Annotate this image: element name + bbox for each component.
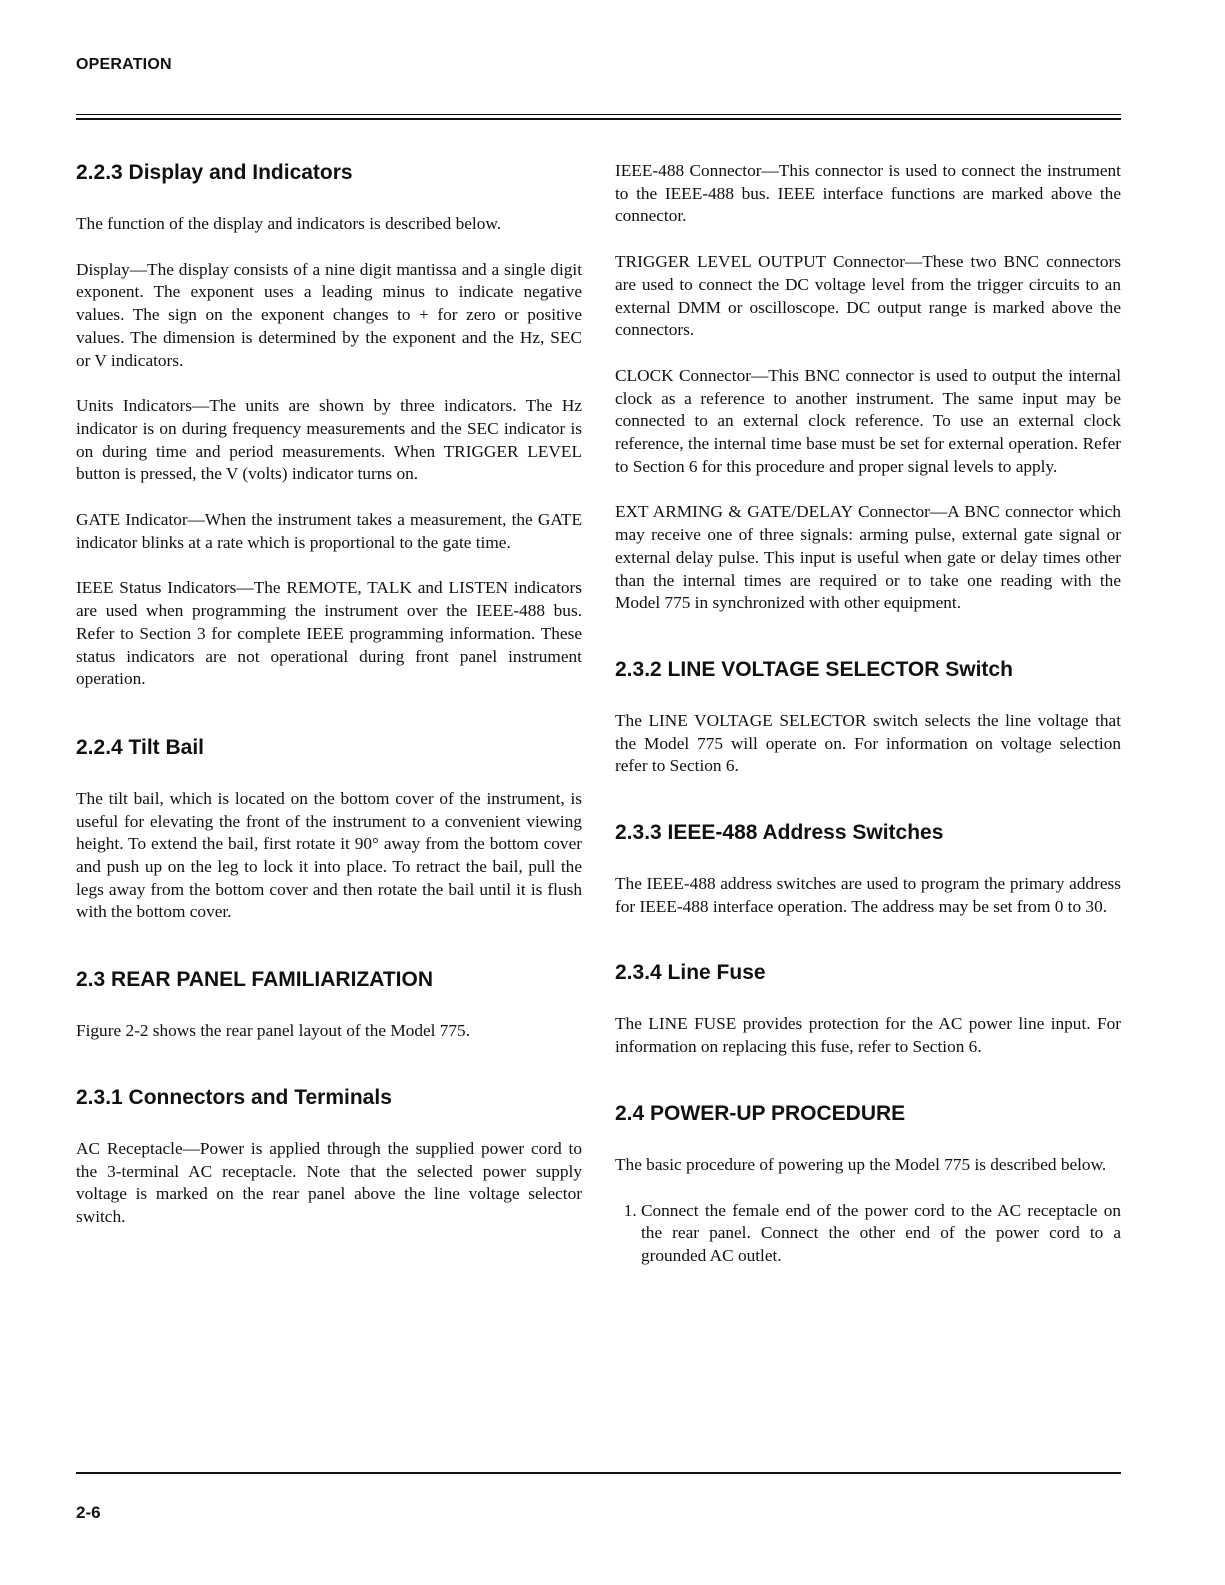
left-column <box>76 160 582 1229</box>
paragraph-display-intro: The function of the display and indicators is described below. <box>76 214 502 233</box>
paragraph-line-voltage-selector: The LINE VOLTAGE SELECTOR switch selects the line voltage that the Model 775 will operate on. For information on voltage selection refer to Section 6. <box>615 710 1121 776</box>
power-up-step-1: 1. Connect the female end of the power cord to the AC receptacle on the rear panel. Connect the other end of the power cord to a grounded AC outlet. <box>641 1200 1121 1268</box>
paragraph-ieee-status: IEEE Status Indicators—The REMOTE, TALK and LISTEN indicators are used when programming the instrument over the IEEE-488 bus. Refer to Section 3 for complete IEEE programming information. These status indicators are not operational during front panel instrument operation. <box>76 578 582 689</box>
right-column <box>615 160 1121 1268</box>
section-heading-2-2-3: 2.2.3 Display and Indicators <box>76 161 353 184</box>
section-heading-2-3: 2.3 REAR PANEL FAMILIARIZATION <box>76 968 434 992</box>
paragraph-trigger-level-output: TRIGGER LEVEL OUTPUT Connector—These two BNC connectors are used to connect the DC voltage level from the trigger circuits to an external DMM or oscilloscope. DC output range is marked above the connectors. <box>615 252 1121 340</box>
paragraph-ext-arming: EXT ARMING & GATE/DELAY Connector—A BNC connector which may receive one of three signals: arming pulse, external gate signal or external delay pulse. This input is useful when gate or delay times other than the internal times are required or to take one reading with the Model 775 in synchronized with other equipment. <box>615 502 1121 613</box>
section-heading-2-3-4: 2.3.4 Line Fuse <box>615 961 766 985</box>
paragraph-units-indicators: Units Indicators—The units are shown by three indicators. The Hz indicator is on during frequency measurements and the SEC indicator is on during time and period measurements. When TRIGGER LEVEL button is pressed, the V (volts) indicator turns on. <box>76 396 582 484</box>
paragraph-tilt-bail: The tilt bail, which is located on the bottom cover of the instrument, is useful for elevating the front of the instrument to a convenient viewing height. To extend the bail, first rotate it 90° away from the bottom cover and push up on the leg to lock it into place. To retract the bail, pull the legs away from the bottom cover and then rotate the bail until it is flush with the bottom cover. <box>76 788 582 922</box>
section-heading-2-3-2: 2.3.2 LINE VOLTAGE SELECTOR Switch <box>615 657 1013 681</box>
section-heading-2-2-4: 2.2.4 Tilt Bail <box>76 735 204 759</box>
paragraph-ac-receptacle: AC Receptacle—Power is applied through the supplied power cord to the 3-terminal AC receptacle. Note that the selected power supply voltage is marked on the rear panel above the line voltage selector switch. <box>76 1138 582 1226</box>
paragraph-rear-panel: Figure 2-2 shows the rear panel layout of the Model 775. <box>76 1021 471 1041</box>
section-heading-2-3-1: 2.3.1 Connectors and Terminals <box>76 1085 392 1109</box>
power-up-steps <box>615 1200 1121 1268</box>
paragraph-clock-connector: CLOCK Connector—This BNC connector is used to output the internal clock as a reference to another instrument. The same input may be connected to an external clock reference. To use an external clock reference, the internal time base must be set for external operation. Refer to Section 6 for this procedure and proper signal levels to apply. <box>615 365 1121 476</box>
header-rule <box>76 114 1121 115</box>
paragraph-address-switches: The IEEE-488 address switches are used to program the primary address for IEEE-488 interface operation. The address may be set from 0 to 30. <box>615 874 1121 916</box>
paragraph-display: Display—The display consists of a nine digit mantissa and a single digit exponent. The exponent uses a leading minus to indicate negative values. The sign on the exponent changes to + for zero or positive values. The dimension is determined by the exponent and the Hz, SEC or V indicators. <box>76 259 582 370</box>
paragraph-line-fuse: The LINE FUSE provides protection for the AC power line input. For information on replacing this fuse, refer to Section 6. <box>615 1014 1121 1057</box>
section-heading-2-3-3: 2.3.3 IEEE-488 Address Switches <box>615 821 944 845</box>
page-header: OPERATION <box>76 56 172 73</box>
header-rule-thick <box>76 118 1121 120</box>
paragraph-gate-indicator: GATE Indicator—When the instrument takes a measurement, the GATE indicator blinks at a rate which is proportional to the gate time. <box>76 510 582 552</box>
section-heading-2-4: 2.4 POWER-UP PROCEDURE <box>615 1101 906 1125</box>
footer-rule <box>76 1472 1121 1474</box>
paragraph-ieee-connector: IEEE-488 Connector—This connector is used to connect the instrument to the IEEE-488 bus. IEEE interface functions are marked above the connector. <box>615 161 1121 226</box>
page-number: 2-6 <box>76 1503 101 1522</box>
paragraph-power-up-intro: The basic procedure of powering up the Model 775 is described below. <box>615 1154 1107 1174</box>
